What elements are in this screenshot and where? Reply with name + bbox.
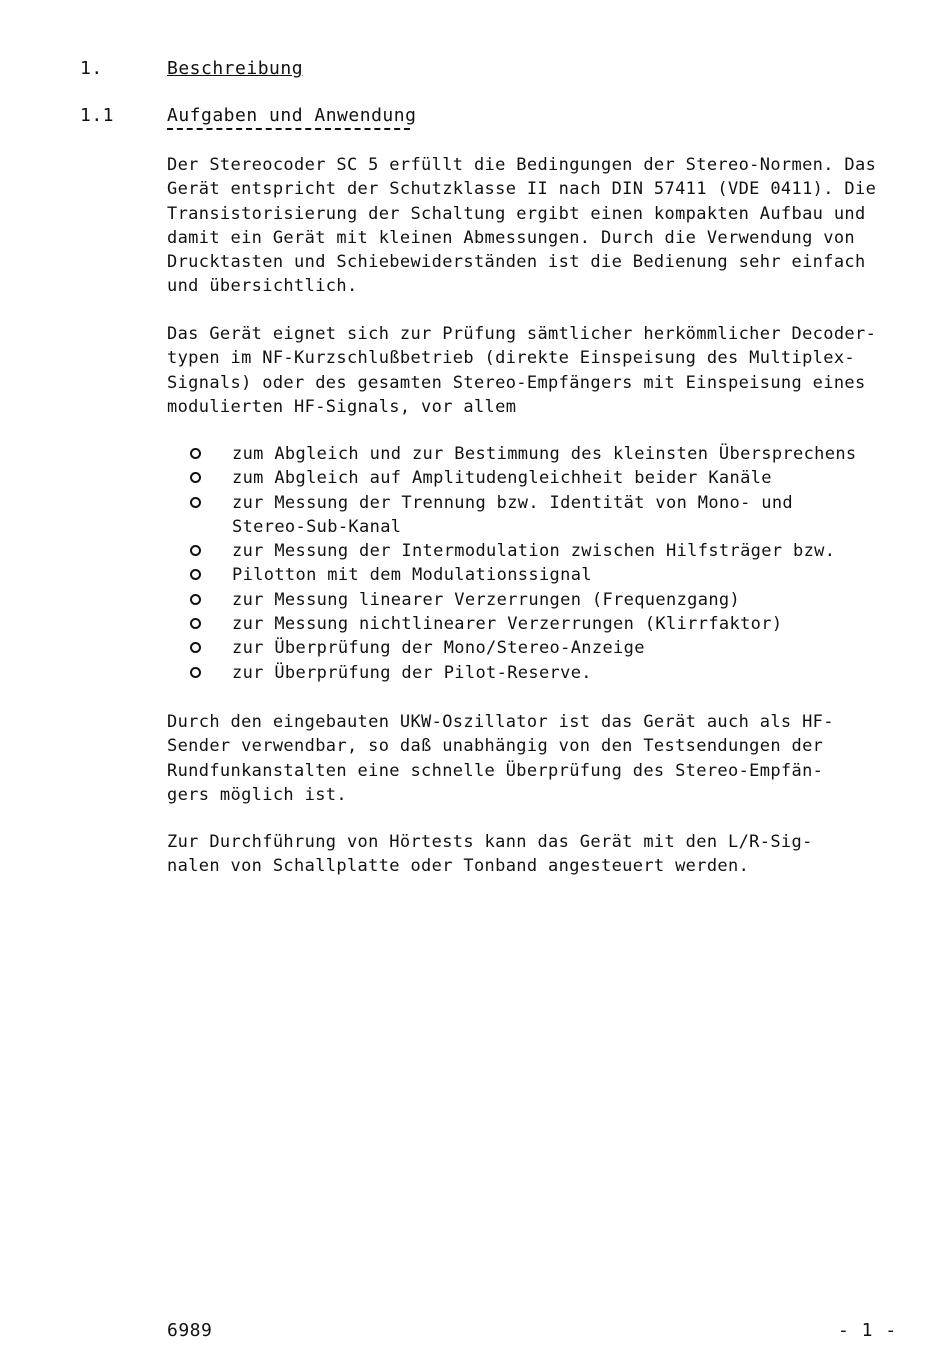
subsection-title-underline — [167, 128, 410, 130]
subsection-title: Aufgaben und Anwendung — [167, 105, 417, 126]
circle-bullet-icon — [190, 667, 201, 678]
list-item — [190, 539, 910, 563]
circle-bullet-icon — [190, 545, 201, 556]
circle-bullet-icon — [190, 497, 201, 508]
list-item-text: Pilotton mit dem Modulationssignal — [232, 565, 592, 586]
list-item-text: zur Messung der Trennung bzw. Identität von Mono- und Stereo-Sub-Kanal — [232, 492, 793, 537]
list-item — [190, 466, 910, 490]
section-title: Beschreibung — [167, 58, 304, 79]
list-item — [190, 636, 910, 660]
list-item — [190, 442, 910, 466]
list-item-text: zur Überprüfung der Mono/Stereo-Anzeige — [232, 638, 645, 659]
list-item-text: zur Messung linearer Verzerrungen (Frequenzgang) — [232, 589, 741, 610]
paragraph-application: Das Gerät eignet sich zur Prüfung sämtlicher herkömmlicher Decoder- typen im NF-Kurzschlußbetrieb (direkte Einspeisung des Multiplex- Signals) oder des gesamten Stereo-Empfängers mit Einspeisung eines modulierten HF-Signals, vor allem — [167, 324, 877, 417]
circle-bullet-icon — [190, 618, 201, 629]
paragraph-description: Der Stereocoder SC 5 erfüllt die Bedingungen der Stereo-Normen. Das Gerät entspricht der Schutzklasse II nach DIN 57411 (VDE 0411). Die Transistorisierung der Schaltung ergibt einen kompakten Aufbau und damit ein Gerät mit kleinen Abmessungen. Durch die Verwendung von Drucktasten und Schiebewiderständen ist die Bedienung sehr einfach und übersichtlich. — [167, 155, 877, 297]
list-item — [190, 588, 910, 612]
list-item-text: zur Messung der Intermodulation zwischen Hilfsträger bzw. — [232, 541, 836, 562]
page-number: - 1 - — [838, 1320, 898, 1341]
paragraph-oscillator: Durch den eingebauten UKW-Oszillator ist das Gerät auch als HF- Sender verwendbar, so daß unabhängig von den Testsendungen der Rundfunkanstalten eine schnelle Überprüfung des Stereo-Empfän- gers möglich ist. — [167, 712, 834, 805]
list-item-text: zur Überprüfung der Pilot-Reserve. — [232, 662, 592, 683]
paragraph-listening-tests: Zur Durchführung von Hörtests kann das Gerät mit den L/R-Sig- nalen von Schallplatte oder Tonband angesteuert werden. — [167, 832, 813, 877]
list-item-text: zum Abgleich und zur Bestimmung des kleinsten Übersprechens — [232, 444, 857, 464]
list-item-text: zum Abgleich auf Amplitudengleichheit beider Kanäle — [232, 468, 772, 489]
circle-bullet-icon — [190, 448, 201, 459]
circle-bullet-icon — [190, 642, 201, 653]
circle-bullet-icon — [190, 594, 201, 605]
list-item — [190, 491, 910, 540]
circle-bullet-icon — [190, 569, 201, 580]
list-item — [190, 563, 910, 587]
document-number: 6989 — [167, 1320, 213, 1341]
circle-bullet-icon — [190, 472, 201, 483]
list-item — [190, 612, 910, 636]
bullet-list — [190, 442, 910, 685]
subsection-number: 1.1 — [80, 105, 115, 126]
list-item-text: zur Messung nichtlinearer Verzerrungen (Klirrfaktor) — [232, 614, 783, 635]
list-item — [190, 661, 910, 685]
section-number: 1. — [80, 58, 103, 79]
